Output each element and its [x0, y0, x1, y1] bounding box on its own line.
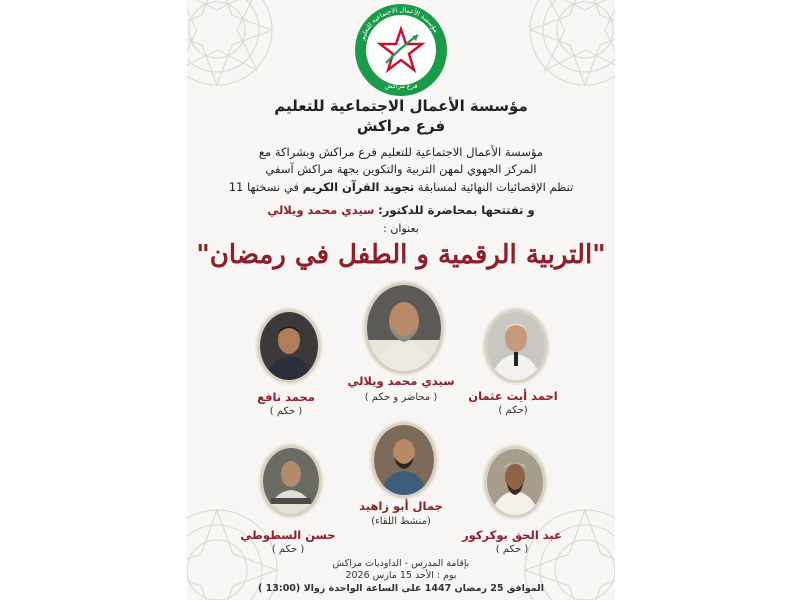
speaker-role-center: ( محاضر و حكم )	[364, 392, 438, 403]
person-portrait-icon	[374, 425, 434, 495]
speaker-role-bottom-right: ( حكم )	[495, 544, 529, 555]
person-portrait-icon	[487, 312, 545, 380]
organization-name: مؤسسة الأعمال الاجتماعية للتعليم	[274, 97, 528, 115]
intro-line-3	[187, 180, 615, 194]
speaker-name-left: محمد نافع	[257, 390, 315, 404]
svg-text:مؤسسة الأعمال الاجتماعية للتعل: مؤسسة الأعمال الاجتماعية للتعليم	[358, 5, 441, 42]
competition-name: تجويد القرآن الكريم	[302, 180, 415, 194]
intro-line-4	[187, 203, 615, 217]
speaker-photo-bottom-right	[484, 446, 546, 518]
intro-line-3-start: تنظم الإقصائيات النهائية لمسابقة	[417, 180, 574, 194]
person-portrait-icon	[260, 312, 318, 380]
speaker-photo-bottom-left	[260, 445, 322, 517]
event-date: يوم : الأحد 15 مارس 2026	[345, 570, 457, 581]
person-portrait-icon	[263, 448, 319, 514]
organization-branch: فرع مراكش	[356, 117, 446, 135]
speaker-role-left: ( حكم )	[269, 406, 303, 417]
speaker-name-bottom-right: عبد الحق بوكركور	[461, 528, 562, 542]
intro-line-3-end: في نسختها 11	[228, 180, 299, 194]
intro-line-5: بعنوان :	[383, 222, 419, 235]
speaker-photo-bottom-center	[371, 422, 437, 498]
event-venue: بإقامة المدرس - الداوديات مراكش	[332, 558, 470, 569]
lecturer-name: سيدي محمد ويلالي	[267, 203, 375, 217]
lecture-intro: و تفتتحها بمحاضرة للدكتور:	[378, 203, 535, 217]
event-time: الموافق 25 رمضان 1447 على الساعة الواحدة زوالا (13:00 )	[258, 583, 544, 594]
logo-ring-text	[355, 4, 447, 96]
speaker-photo-center	[364, 282, 444, 374]
speaker-name-bottom-center: جمال أبو زاهيد	[359, 499, 443, 513]
intro-line-2: المركز الجهوي لمهن التربية والتكوين بجهة مراكش آسفي	[265, 162, 537, 176]
intro-line-1: مؤسسة الأعمال الاجتماعية للتعليم فرع مراكش وبشراكة مع	[258, 145, 544, 159]
speaker-photo-left	[257, 309, 321, 383]
speaker-photo-right	[484, 309, 548, 383]
speaker-name-bottom-left: حسن السطوطي	[240, 528, 336, 542]
speaker-role-right: (حكم )	[498, 405, 528, 416]
svg-text:فرع مراكش: فرع مراكش	[384, 82, 418, 90]
speaker-name-right: احمد أيت عثمان	[468, 389, 558, 403]
person-portrait-icon	[367, 285, 441, 371]
speaker-role-bottom-center: (منشط اللقاء)	[371, 516, 431, 527]
organization-logo	[355, 4, 447, 96]
speaker-role-bottom-left: ( حكم )	[271, 544, 305, 555]
speaker-name-center: سيدي محمد ويلالي	[347, 374, 455, 388]
event-poster	[187, 0, 615, 600]
lecture-title: "التربية الرقمية و الطفل في رمضان"	[196, 240, 606, 270]
person-portrait-icon	[487, 449, 543, 515]
